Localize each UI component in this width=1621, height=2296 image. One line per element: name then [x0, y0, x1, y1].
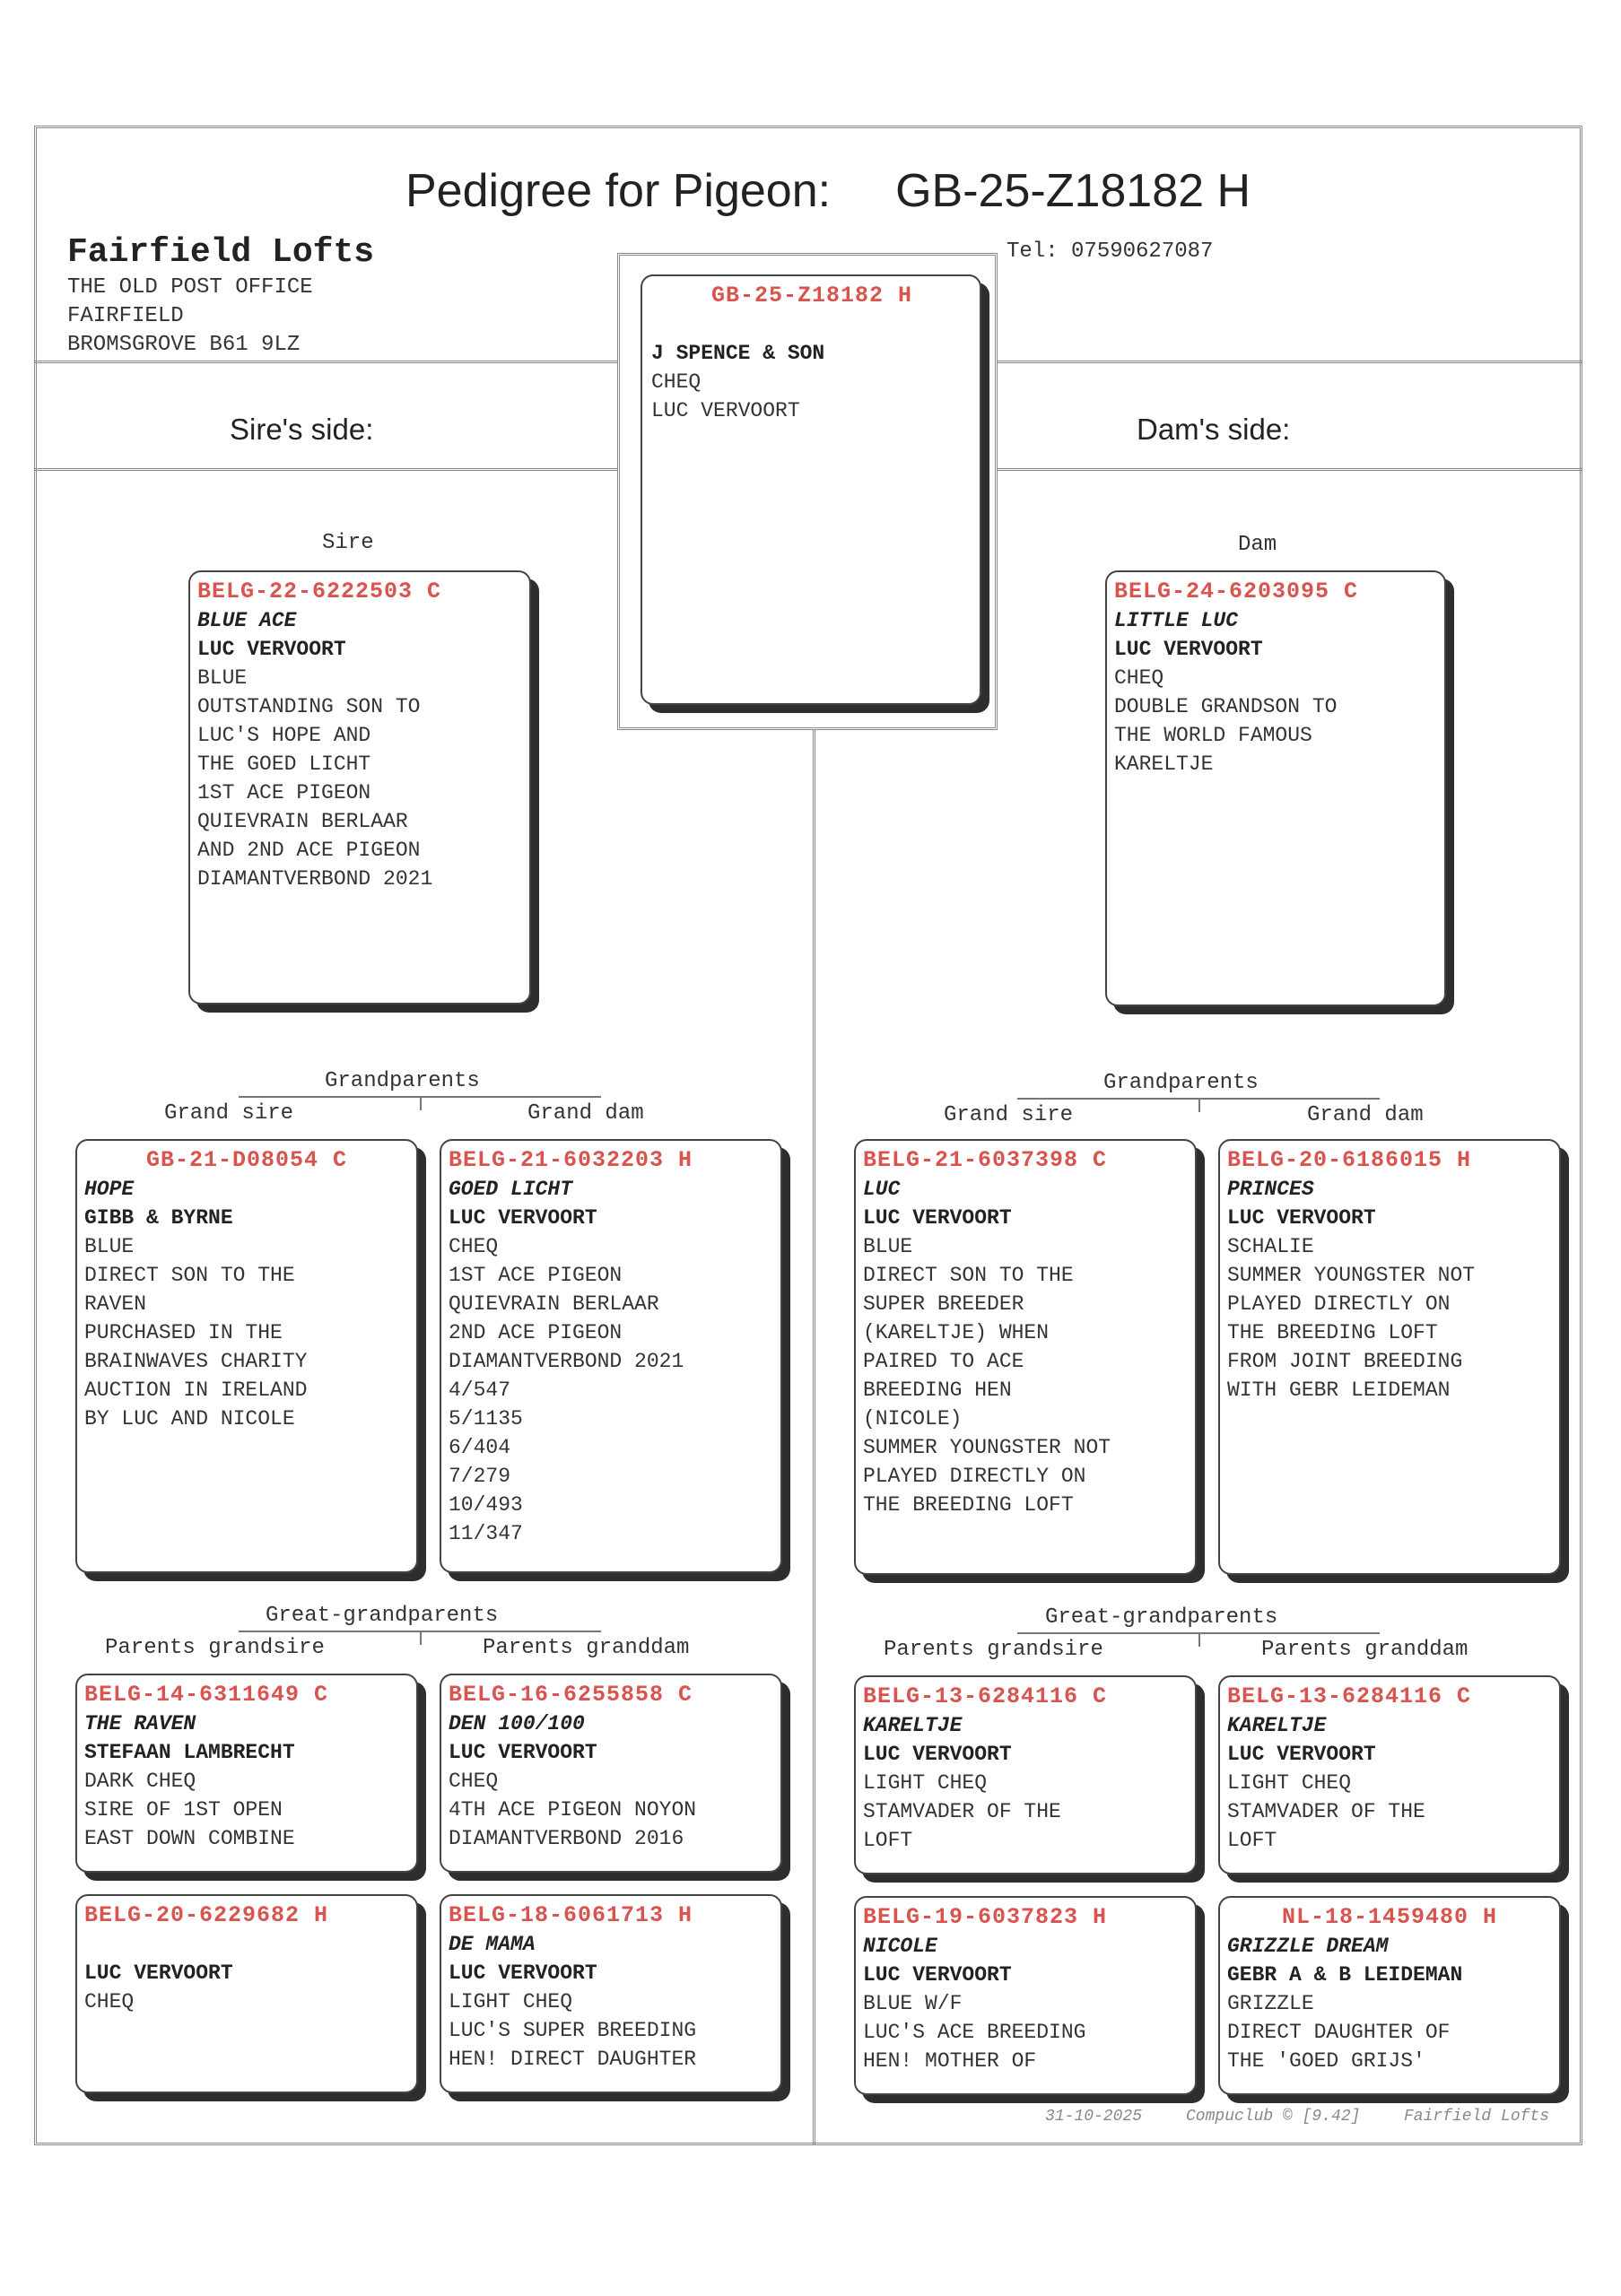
detail-line: DOUBLE GRANDSON TO: [1114, 695, 1338, 718]
pigeon-name: PRINCES: [1227, 1178, 1314, 1201]
detail-line: GRIZZLE: [1227, 1992, 1314, 2015]
ring-number: BELG-21-6037398 C: [863, 1147, 1108, 1173]
great-grandparent-card: [1218, 1675, 1561, 1874]
detail-line: THE BREEDING LOFT: [1227, 1321, 1438, 1344]
grandparents-label: Grandparents: [325, 1069, 480, 1093]
detail-line: CHEQ: [1114, 666, 1164, 690]
detail-line: AUCTION IN IRELAND: [84, 1378, 308, 1402]
center-divider: [813, 730, 815, 2145]
detail-line: HEN! MOTHER OF: [863, 2049, 1037, 2073]
great-grandparents-label: Great-grandparents: [266, 1604, 499, 1628]
parents-granddam-label: Parents granddam: [1261, 1638, 1468, 1662]
detail-line: BREEDING HEN: [863, 1378, 1012, 1402]
pigeon-name: NICOLE: [863, 1935, 937, 1958]
title-ring: GB-25-Z18182 H: [895, 165, 1251, 217]
great-grandparent-card: [854, 1675, 1197, 1874]
breeder: GEBR A & B LEIDEMAN: [1227, 1963, 1463, 1987]
pigeon-name: GRIZZLE DREAM: [1227, 1935, 1389, 1958]
breeder: J SPENCE & SON: [651, 342, 825, 365]
grand-dam-label: Grand dam: [1307, 1103, 1424, 1127]
detail-line: 7/279: [449, 1465, 511, 1488]
detail-line: LOFT: [1227, 1829, 1277, 1852]
pigeon-name: KARELTJE: [1227, 1714, 1327, 1737]
detail-line: PURCHASED IN THE: [84, 1321, 283, 1344]
footer-date: 31-10-2025: [1045, 2108, 1143, 2126]
breeder: STEFAAN LAMBRECHT: [84, 1741, 295, 1764]
detail-line: SUMMER YOUNGSTER NOT: [1227, 1264, 1476, 1287]
detail-line: SCHALIE: [1227, 1235, 1314, 1258]
ring-number: GB-21-D08054 C: [145, 1147, 348, 1173]
breeder: LUC VERVOORT: [1227, 1206, 1376, 1230]
detail-line: THE 'GOED GRIJS': [1227, 2049, 1425, 2073]
pigeon-name: LITTLE LUC: [1114, 609, 1239, 632]
detail-line: DIRECT SON TO THE: [863, 1264, 1074, 1287]
grand-dam-label: Grand dam: [527, 1101, 644, 1126]
ring-number: BELG-13-6284116 C: [863, 1683, 1108, 1709]
pigeon-name: KARELTJE: [863, 1714, 963, 1737]
detail-line: SUMMER YOUNGSTER NOT: [863, 1436, 1111, 1459]
detail-line: QUIEVRAIN BERLAAR: [449, 1292, 659, 1316]
footer-software: Compuclub © [9.42]: [1186, 2108, 1361, 2126]
dam-card: [1105, 570, 1446, 1006]
ring-number: BELG-21-6032203 H: [449, 1147, 693, 1173]
detail-line: OUTSTANDING SON TO: [197, 695, 421, 718]
detail-line: BRAINWAVES CHARITY: [84, 1350, 308, 1373]
grandparents-label: Grandparents: [1103, 1071, 1259, 1095]
sire-label: Sire: [322, 531, 374, 555]
ring-number: BELG-24-6203095 C: [1114, 578, 1359, 604]
detail-line: WITH GEBR LEIDEMAN: [1227, 1378, 1451, 1402]
footer-loft: Fairfield Lofts: [1404, 2108, 1550, 2126]
detail-line: (KARELTJE) WHEN: [863, 1321, 1050, 1344]
ring-number: BELG-13-6284116 C: [1227, 1683, 1472, 1709]
detail-line: LUC'S SUPER BREEDING: [449, 2019, 697, 2042]
detail-line: CHEQ: [449, 1235, 499, 1258]
detail-line: DIRECT SON TO THE: [84, 1264, 295, 1287]
detail-line: SIRE OF 1ST OPEN: [84, 1798, 283, 1822]
detail-line: PAIRED TO ACE: [863, 1350, 1024, 1373]
detail-line: LUC VERVOORT: [651, 399, 800, 422]
breeder: LUC VERVOORT: [863, 1963, 1012, 1987]
detail-line: PLAYED DIRECTLY ON: [1227, 1292, 1451, 1316]
breeder: LUC VERVOORT: [863, 1743, 1012, 1766]
breeder: LUC VERVOORT: [449, 1206, 597, 1230]
ring-number: BELG-19-6037823 H: [863, 1904, 1108, 1930]
detail-line: 4TH ACE PIGEON NOYON: [449, 1798, 697, 1822]
title-prefix: Pedigree for Pigeon:: [405, 165, 832, 217]
great-grandparent-card: [440, 1894, 782, 2093]
page-title: [405, 164, 1303, 218]
breeder: GIBB & BYRNE: [84, 1206, 233, 1230]
pigeon-name: DEN 100/100: [449, 1712, 585, 1735]
loft-name: Fairfield Lofts: [67, 233, 375, 272]
great-grandparent-card: [854, 1896, 1197, 2095]
detail-line: THE GOED LICHT: [197, 752, 371, 776]
subject-card: [641, 274, 981, 705]
address-line: BROMSGROVE B61 9LZ: [67, 333, 301, 357]
great-grandparents-tick: [1198, 1632, 1200, 1647]
detail-line: DIAMANTVERBOND 2021: [197, 867, 433, 891]
detail-line: CHEQ: [651, 370, 702, 394]
ring-number: GB-25-Z18182 H: [710, 283, 913, 309]
detail-line: STAMVADER OF THE: [1227, 1800, 1425, 1823]
detail-line: BLUE W/F: [863, 1992, 963, 2015]
grand-sire-card: [854, 1139, 1197, 1575]
detail-line: BLUE: [863, 1235, 913, 1258]
pigeon-name: BLUE ACE: [197, 609, 297, 632]
detail-line: RAVEN: [84, 1292, 147, 1316]
ring-number: BELG-22-6222503 C: [197, 578, 442, 604]
grand-dam-card: [1218, 1139, 1561, 1575]
great-grandparent-card: [440, 1674, 782, 1873]
detail-line: EAST DOWN COMBINE: [84, 1827, 295, 1850]
breeder: LUC VERVOORT: [1114, 638, 1263, 661]
detail-line: HEN! DIRECT DAUGHTER: [449, 2048, 697, 2071]
grand-sire-card: [75, 1139, 418, 1573]
breeder: LUC VERVOORT: [449, 1741, 597, 1764]
detail-line: THE BREEDING LOFT: [863, 1493, 1074, 1517]
detail-line: LIGHT CHEQ: [449, 1990, 573, 2013]
detail-line: SUPER BREEDER: [863, 1292, 1024, 1316]
breeder: LUC VERVOORT: [863, 1206, 1012, 1230]
detail-line: 11/347: [449, 1522, 523, 1545]
ring-number: BELG-16-6255858 C: [449, 1682, 693, 1708]
detail-line: DIAMANTVERBOND 2021: [449, 1350, 684, 1373]
dam-label: Dam: [1238, 533, 1277, 557]
pigeon-name: DE MAMA: [449, 1933, 536, 1956]
detail-line: DIAMANTVERBOND 2016: [449, 1827, 684, 1850]
ring-number: BELG-14-6311649 C: [84, 1682, 329, 1708]
detail-line: (NICOLE): [863, 1407, 963, 1431]
loft-telephone: Tel: 07590627087: [1007, 239, 1214, 264]
great-grandparent-card: [75, 1674, 418, 1873]
detail-line: CHEQ: [84, 1990, 135, 2013]
parents-grandsire-label: Parents grandsire: [884, 1638, 1103, 1662]
detail-line: 10/493: [449, 1493, 523, 1517]
detail-line: KARELTJE: [1114, 752, 1214, 776]
great-grandparent-card: [75, 1894, 418, 2093]
grand-dam-card: [440, 1139, 782, 1573]
parents-granddam-label: Parents granddam: [483, 1636, 690, 1660]
great-grandparents-label: Great-grandparents: [1045, 1605, 1278, 1630]
detail-line: BLUE: [197, 666, 248, 690]
parents-grandsire-label: Parents grandsire: [105, 1636, 325, 1660]
detail-line: AND 2ND ACE PIGEON: [197, 839, 421, 862]
detail-line: BY LUC AND NICOLE: [84, 1407, 295, 1431]
sires-side-label: Sire's side:: [230, 413, 374, 446]
detail-line: 1ST ACE PIGEON: [197, 781, 371, 804]
detail-line: FROM JOINT BREEDING: [1227, 1350, 1463, 1373]
great-grandparent-card: [1218, 1896, 1561, 2095]
pigeon-name: GOED LICHT: [449, 1178, 573, 1201]
pigeon-name: LUC: [863, 1178, 901, 1201]
ring-number: BELG-20-6186015 H: [1227, 1147, 1472, 1173]
grand-sire-label: Grand sire: [944, 1103, 1074, 1127]
breeder: LUC VERVOORT: [197, 638, 346, 661]
detail-line: PLAYED DIRECTLY ON: [863, 1465, 1086, 1488]
address-line: THE OLD POST OFFICE: [67, 275, 313, 300]
detail-line: STAMVADER OF THE: [863, 1800, 1061, 1823]
grandparents-tick: [420, 1096, 422, 1110]
detail-line: THE WORLD FAMOUS: [1114, 724, 1312, 747]
detail-line: 5/1135: [449, 1407, 523, 1431]
breeder: LUC VERVOORT: [84, 1961, 233, 1985]
ring-number: NL-18-1459480 H: [1281, 1904, 1498, 1930]
detail-line: LIGHT CHEQ: [1227, 1771, 1352, 1795]
detail-line: DARK CHEQ: [84, 1770, 196, 1793]
detail-line: 4/547: [449, 1378, 511, 1402]
pigeon-name: [84, 1930, 409, 1959]
grand-sire-label: Grand sire: [164, 1101, 294, 1126]
detail-line: 2ND ACE PIGEON: [449, 1321, 623, 1344]
grandparents-tick: [1198, 1098, 1200, 1112]
sire-card: [188, 570, 531, 1004]
detail-line: LUC'S ACE BREEDING: [863, 2021, 1086, 2044]
loft-address: [67, 274, 313, 360]
detail-line: CHEQ: [449, 1770, 499, 1793]
address-line: FAIRFIELD: [67, 304, 184, 328]
pigeon-name: HOPE: [84, 1178, 135, 1201]
dams-side-label: Dam's side:: [1137, 413, 1291, 446]
detail-line: 6/404: [449, 1436, 511, 1459]
detail-line: QUIEVRAIN BERLAAR: [197, 810, 408, 833]
breeder: LUC VERVOORT: [449, 1961, 597, 1985]
detail-line: LUC'S HOPE AND: [197, 724, 371, 747]
breeder: LUC VERVOORT: [1227, 1743, 1376, 1766]
detail-line: BLUE: [84, 1235, 135, 1258]
detail-line: DIRECT DAUGHTER OF: [1227, 2021, 1451, 2044]
great-grandparents-tick: [420, 1631, 422, 1645]
detail-line: LOFT: [863, 1829, 913, 1852]
ring-number: BELG-18-6061713 H: [449, 1902, 693, 1928]
detail-line: 1ST ACE PIGEON: [449, 1264, 623, 1287]
ring-number: BELG-20-6229682 H: [84, 1902, 329, 1928]
pigeon-name: [651, 310, 972, 339]
pigeon-name: THE RAVEN: [84, 1712, 196, 1735]
detail-line: LIGHT CHEQ: [863, 1771, 988, 1795]
